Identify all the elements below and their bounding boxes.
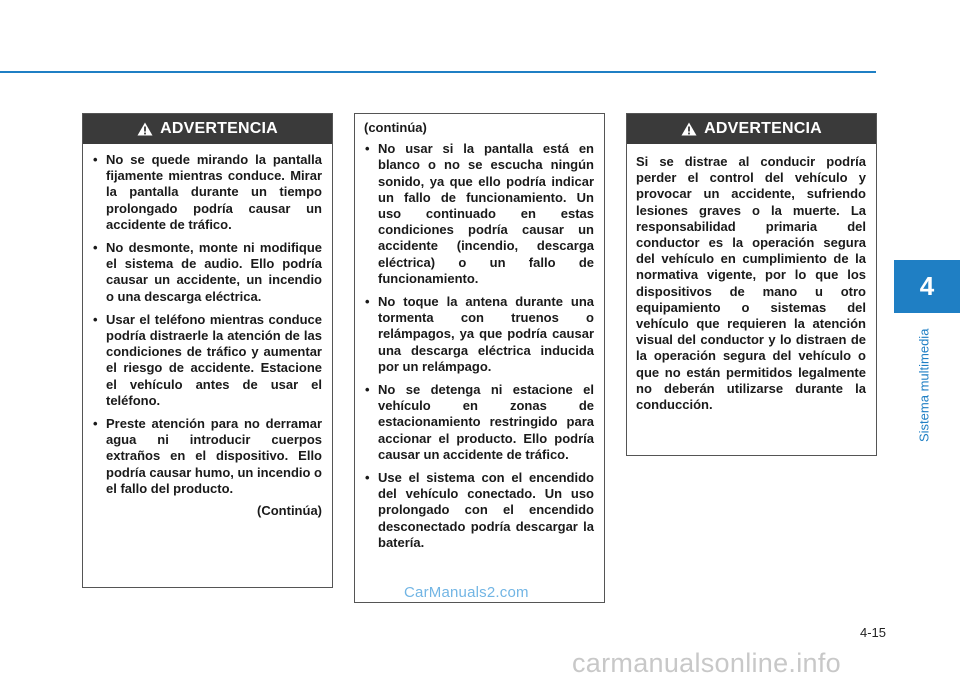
list-item: • No se quede mirando la pantalla fijamente mientras conduce. Mirar la pantalla durante un tiempo prolongado podría causar un accidente de tráfico. — [92, 152, 322, 233]
warning-header — [83, 114, 332, 144]
warning-triangle-icon — [137, 122, 153, 136]
list-item: • Usar el teléfono mientras conduce podría distraerle la atención de las condiciones de tráfico y aumentar el riesgo de accidente. Estacione el vehículo antes de usar el teléfono. — [92, 312, 322, 409]
warning-body — [627, 144, 876, 419]
list-item: • Preste atención para no derramar agua ni introducir cuerpos extraños en el dispositivo. Ello podría causar humo, un incendio o el fallo del producto. — [92, 416, 322, 497]
continued-label: (Continúa) — [257, 503, 322, 519]
list-item: • No toque la antena durante una tormenta con truenos o relámpagos, ya que podría causar una descarga eléctrica inducida por un relámpago. — [364, 294, 594, 375]
chapter-number: 4 — [919, 271, 935, 301]
list-item: • No se detenga ni estacione el vehículo en zonas de estacionamiento restringido para accionar el producto. Ello podría causar un accidente de tráfico. — [364, 382, 594, 463]
warning-panel-left — [82, 113, 333, 588]
warning-header-label: ADVERTENCIA — [704, 120, 822, 137]
chapter-tab — [894, 260, 960, 313]
chapter-title: Sistema multimedia — [916, 328, 932, 442]
watermark-small[interactable]: CarManuals2.com — [404, 584, 529, 601]
warning-triangle-icon — [681, 122, 697, 136]
warning-header-label: ADVERTENCIA — [160, 120, 278, 137]
top-divider-line — [0, 71, 876, 73]
list-item: • No usar si la pantalla está en blanco o no se escucha ningún sonido, ya que ello podría indicar un fallo de funcionamiento. Un uso continuado en estas condiciones podría causar un accidente (incendio, descarga eléctrica) o un fallo de funcionamiento. — [364, 141, 594, 287]
continued-from-label: (continúa) — [364, 120, 427, 135]
watermark-big[interactable]: carmanualsonline.info — [572, 648, 841, 678]
warning-panel-middle — [354, 113, 605, 603]
list-item: • Use el sistema con el encendido del vehículo conectado. Un uso prolongado con el encendido desconectado podría descargar la batería. — [364, 470, 594, 551]
warning-body — [355, 114, 604, 564]
warning-header — [627, 114, 876, 144]
warning-panel-right — [626, 113, 877, 456]
page-number: 4-15 — [859, 625, 886, 640]
warning-body — [83, 144, 332, 525]
warning-paragraph: Si se distrae al conducir podría perder el control del vehículo y provocar un accidente, sufriendo lesiones graves o la muerte. La responsabilidad primaria del conductor es la operación segura del vehículo en cumplimiento de la normativa vigente, por lo que los dispositivos de mano u otro equipamiento o sistemas del vehículo que requieren la atención visual del conductor y lo distraen de la operación segura del vehículo o que no están permitidos legalmente no deberán utilizarse durante la conducción. — [636, 154, 866, 413]
warning-list — [92, 152, 322, 497]
list-item: • No desmonte, monte ni modifique el sistema de audio. Ello podría causar un accidente, un incendio o una descarga eléctrica. — [92, 240, 322, 305]
warning-list — [364, 141, 594, 551]
